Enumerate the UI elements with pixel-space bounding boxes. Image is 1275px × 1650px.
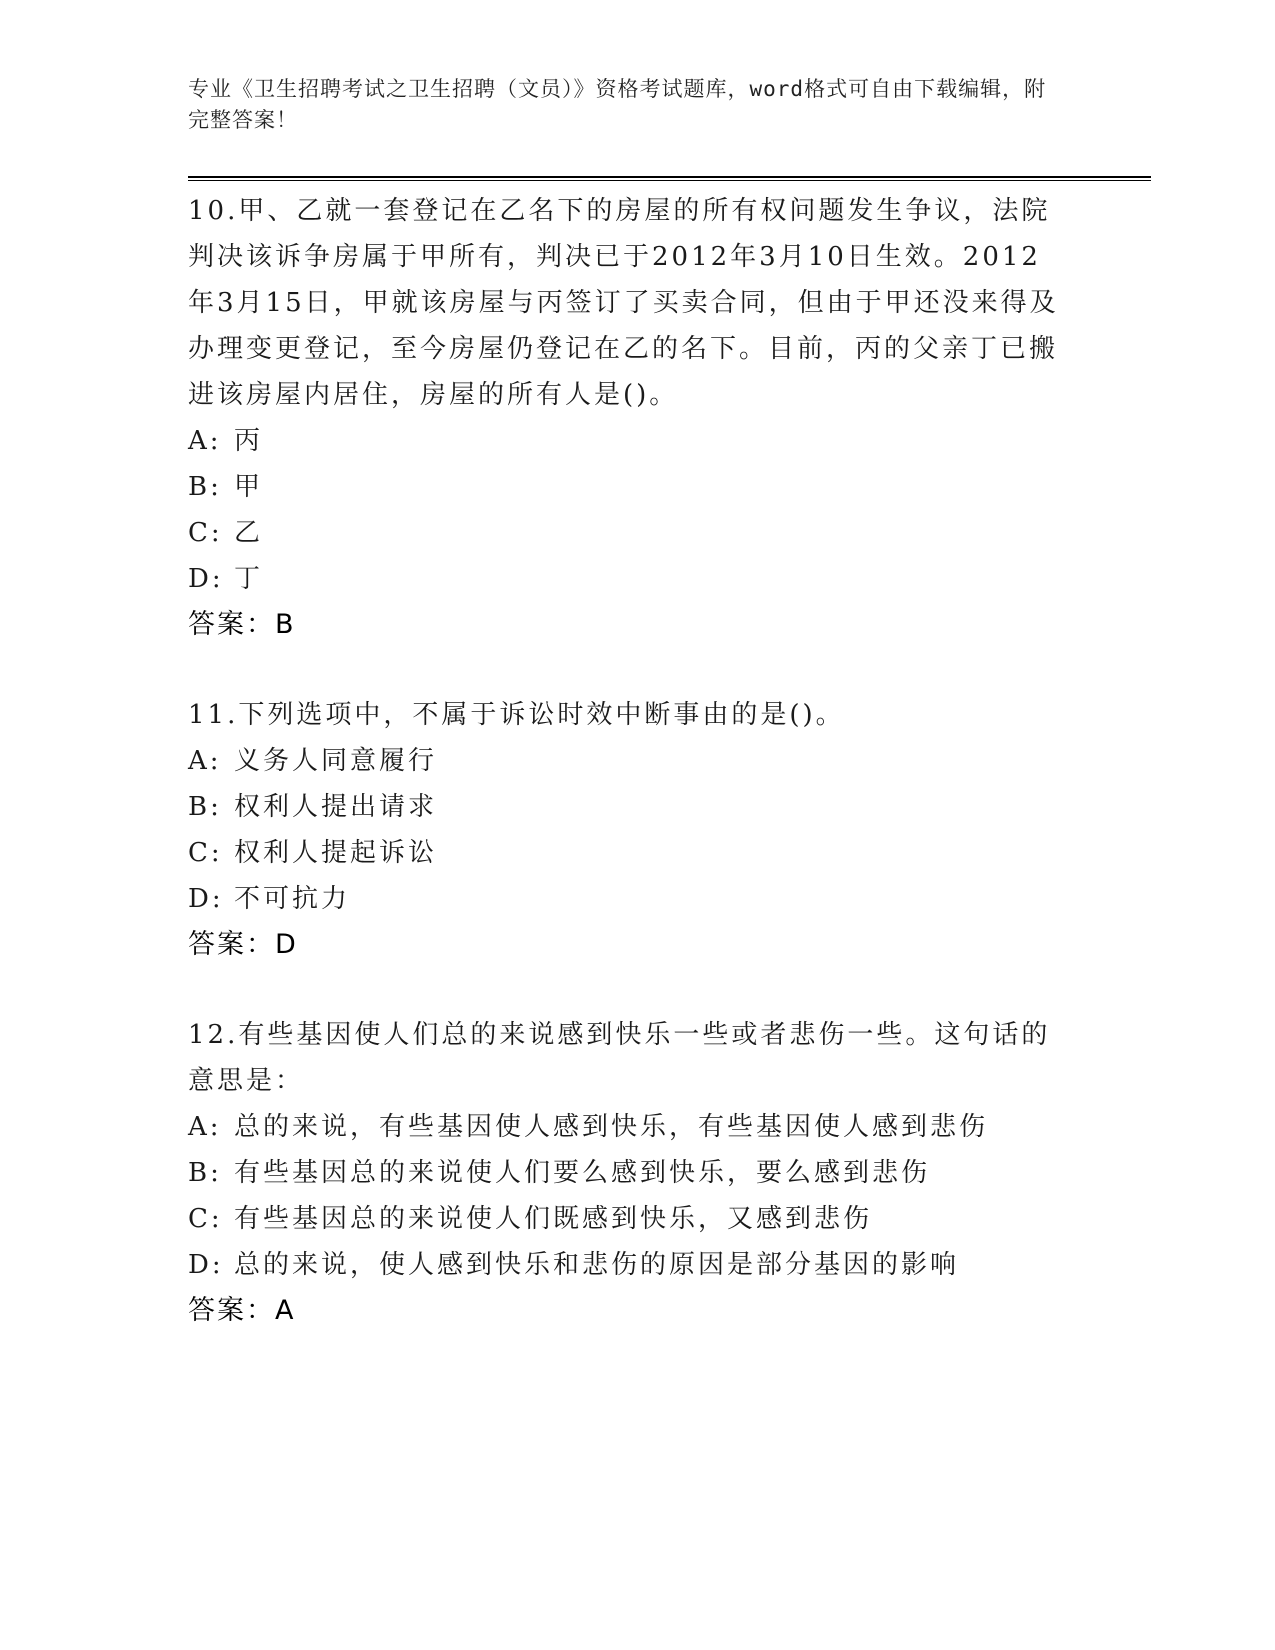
option-d	[188, 876, 1088, 922]
option-text: 乙	[234, 518, 264, 548]
answer-label: 答案：D	[188, 929, 298, 960]
option-key: A:	[188, 746, 222, 776]
option-text: 权利人提出请求	[234, 792, 438, 822]
option-b	[188, 1150, 1088, 1196]
option-d	[188, 1242, 1088, 1288]
question-stem: 11.下列选项中，不属于诉讼时效中断事由的是()。	[188, 700, 845, 730]
option-a	[188, 418, 1088, 464]
option-text: 甲	[234, 472, 264, 502]
option-b	[188, 784, 1088, 830]
option-c	[188, 1196, 1088, 1242]
option-text: 丙	[234, 426, 264, 456]
question-list	[188, 188, 1088, 1378]
option-text: 权利人提起诉讼	[234, 838, 438, 868]
option-text: 义务人同意履行	[234, 746, 438, 776]
question-10	[188, 188, 1088, 648]
option-text: 总的来说，有些基因使人感到快乐，有些基因使人感到悲伤	[234, 1112, 989, 1142]
option-key: D:	[188, 884, 224, 914]
option-b	[188, 464, 1088, 510]
option-key: B:	[188, 472, 222, 502]
option-text: 总的来说，使人感到快乐和悲伤的原因是部分基因的影响	[234, 1250, 960, 1280]
option-key: C:	[188, 1204, 223, 1234]
header-text: 专业《卫生招聘考试之卫生招聘（文员）》资格考试题库，word格式可自由下载编辑，附完整答案！	[188, 77, 1047, 132]
option-text: 有些基因总的来说使人们既感到快乐，又感到悲伤	[234, 1204, 873, 1234]
option-text: 不可抗力	[234, 884, 351, 914]
option-key: B:	[188, 1158, 222, 1188]
option-d	[188, 556, 1088, 602]
option-c	[188, 510, 1088, 556]
answer-label: 答案：A	[188, 1295, 296, 1326]
question-stem: 12.有些基因使人们总的来说感到快乐一些或者悲伤一些。这句话的意思是：	[188, 1020, 1051, 1096]
option-a	[188, 1104, 1088, 1150]
option-key: D:	[188, 1250, 224, 1280]
answer-label: 答案：B	[188, 609, 296, 640]
question-stem: 10.甲、乙就一套登记在乙名下的房屋的所有权问题发生争议，法院判决该诉争房属于甲所有，判决已于2012年3月10日生效。2012年3月15日，甲就该房屋与丙签订了买卖合同，但由于甲还没来得及办理变更登记，至今房屋仍登记在乙的名下。目前，丙的父亲丁已搬进该房屋内居住，房屋的所有人是()。	[188, 196, 1059, 410]
option-key: B:	[188, 792, 222, 822]
option-a	[188, 738, 1088, 784]
option-key: A:	[188, 1112, 222, 1142]
header-divider	[188, 176, 1151, 181]
document-header	[188, 74, 1068, 136]
question-12	[188, 1012, 1088, 1334]
option-key: D:	[188, 564, 224, 594]
option-text: 有些基因总的来说使人们要么感到快乐，要么感到悲伤	[234, 1158, 931, 1188]
question-11	[188, 692, 1088, 968]
option-c	[188, 830, 1088, 876]
option-key: C:	[188, 518, 223, 548]
option-key: A:	[188, 426, 222, 456]
option-key: C:	[188, 838, 223, 868]
option-text: 丁	[234, 564, 264, 594]
